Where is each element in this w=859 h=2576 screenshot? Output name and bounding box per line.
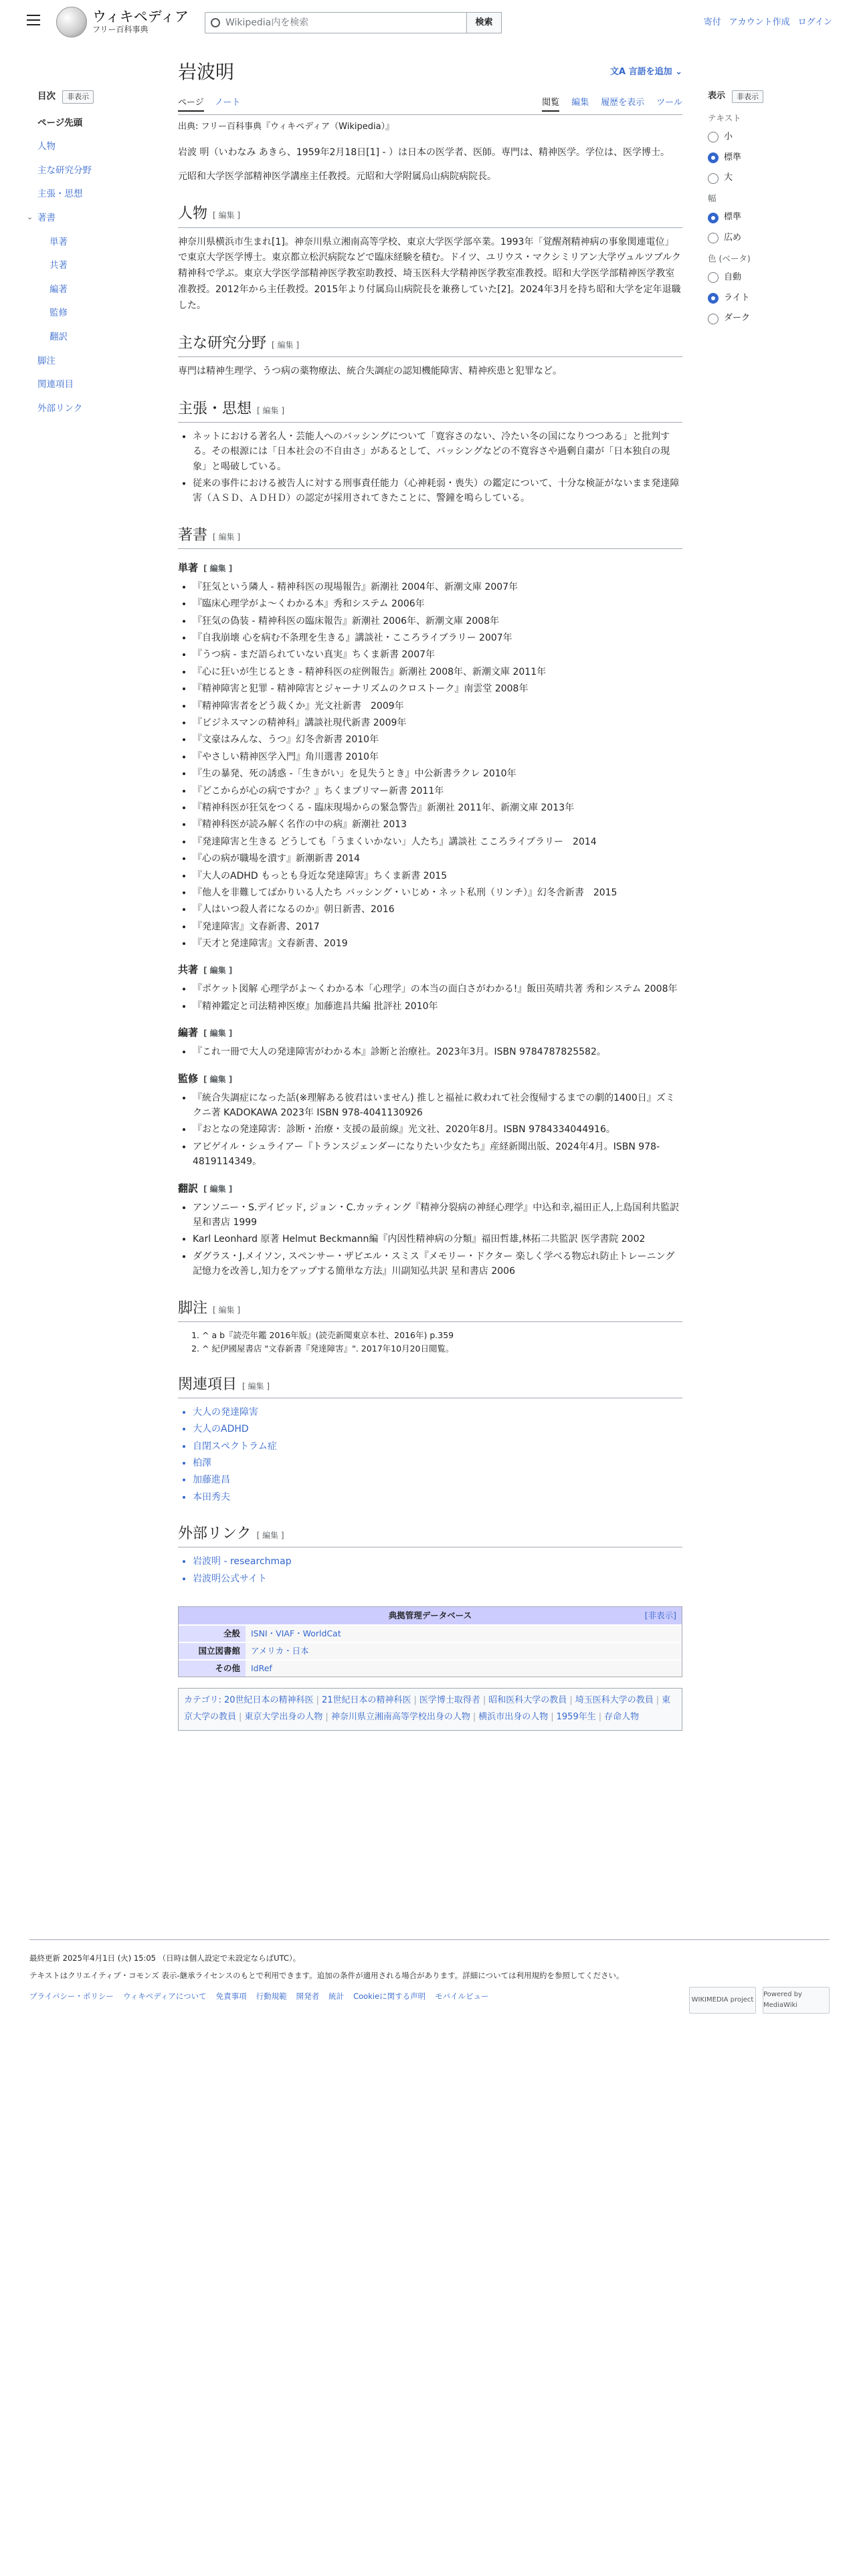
category-separator: |	[325, 1711, 328, 1722]
list-item[interactable]: • 岩波明 - researchmap	[193, 1554, 682, 1569]
list-item: • 『精神鑑定と司法精神医療』加藤進昌共編 批評社 2010年	[193, 999, 682, 1014]
section-works-heading	[178, 524, 682, 549]
footer-link[interactable]: モバイルビュー	[435, 1991, 489, 2001]
list-item: • 『どこからが心の病ですか？』ちくまプリマー新書 2011年	[193, 784, 682, 798]
radio-icon[interactable]	[708, 233, 719, 243]
toc-item-label[interactable]: 外部リンク	[37, 403, 83, 414]
toc-item-label[interactable]: 主な研究分野	[37, 165, 92, 176]
footer	[29, 1939, 830, 2009]
category-separator: |	[551, 1711, 554, 1722]
navbox-hide-button[interactable]: [非表示]	[644, 1610, 676, 1621]
appearance-hide-button[interactable]: 非表示	[732, 90, 763, 104]
list-item[interactable]: • 本田秀夫	[193, 1490, 682, 1505]
toc-item-label[interactable]: 関連項目	[37, 379, 74, 391]
list-item: • 『ビジネスマンの精神科』講談社現代新書 2009年	[193, 716, 682, 730]
category-separator: |	[598, 1711, 602, 1722]
add-language-button[interactable]: 文A 言語を追加 ⌄	[609, 67, 682, 77]
list-item: 1. ^ a b『読売年鑑 2016年版』(読売新聞東京本社、2016年) p.359	[202, 1329, 682, 1342]
toc-item[interactable]	[37, 306, 158, 321]
list-item: • 『これ一冊で大人の発達障害がわかる本』診断と治療社。2023年3月。ISBN 9784787825582。	[193, 1045, 682, 1059]
category-link[interactable]: 東京大学の教員	[184, 1695, 671, 1722]
radio-label: 大	[724, 173, 733, 183]
color-label: 色 (ベータ)	[708, 253, 751, 263]
appearance-radio[interactable]	[708, 130, 828, 144]
list-item: • ダグラス・J.メイソン, スペンサー・ザビエル・スミス『メモリー・ドクター 楽しく学べる物忘れ防止トレーニング 記憶力を改善し,知力をアップする簡単な方法』川副知弘共訳 星和書店 2006	[193, 1249, 682, 1279]
toc-item[interactable]	[37, 354, 158, 369]
authority-control-navbox	[178, 1606, 682, 1677]
list-item: • アンソニー・S.デイビッド, ジョン・C.カッティング『精神分裂病の神経心理学』中込和幸,福田正人,上島国利共監訳 星和書店 1999	[193, 1200, 682, 1230]
edit-link[interactable]: [ 編集 ]	[213, 1305, 241, 1315]
subsection-supervise-heading	[178, 1071, 682, 1087]
translate-list	[193, 1200, 682, 1279]
claims-list	[193, 429, 682, 506]
category-link[interactable]: 20世紀日本の精神科医	[224, 1695, 314, 1706]
external-links-list	[193, 1554, 682, 1586]
radio-icon[interactable]	[708, 293, 719, 304]
toc-item-label[interactable]: 脚注	[37, 355, 56, 366]
main-content	[178, 59, 682, 1731]
section-claims-title: 主張・思想	[178, 400, 252, 417]
tab-talk[interactable]: ノート	[214, 98, 241, 108]
navbox-row-label: 全般	[179, 1626, 246, 1642]
category-link[interactable]: 1959年生	[556, 1711, 596, 1722]
page-title: 岩波明	[178, 61, 235, 83]
toc-item[interactable]	[37, 259, 158, 274]
list-item[interactable]: • 加藤進昌	[193, 1473, 682, 1487]
subsection-editor-heading	[178, 1025, 682, 1041]
globe-icon	[56, 7, 87, 37]
list-item: • 『精神障害者をどう裁くか』光文社新書 2009年	[193, 699, 682, 714]
toc-item-label[interactable]: 人物	[37, 141, 56, 152]
appearance-title: 表示	[708, 91, 726, 101]
radio-icon[interactable]	[708, 152, 719, 163]
list-item: • 従来の事件における被告人に対する刑事責任能力（心神耗弱・喪失）の鑑定について、十分な検証がないまま発達障害（ＡＳＤ、ＡＤＨＤ）の認定が採用されてきたことに、警鐘を鳴らしている。	[193, 476, 682, 506]
edit-link[interactable]: [ 編集 ]	[203, 563, 233, 573]
categories-box	[178, 1688, 682, 1730]
section-notes-title: 脚注	[178, 1299, 208, 1317]
footer-link[interactable]: 開発者	[296, 1991, 320, 2001]
navbox-row-links[interactable]: IdRef	[246, 1660, 682, 1677]
radio-icon[interactable]	[708, 132, 719, 142]
wikimedia-badge[interactable]: WIKIMEDIA project	[689, 1987, 756, 2014]
list-item: • 『おとなの発達障害：診断・治療・支援の最前線』光文社、2020年8月。ISBN 9784334044916。	[193, 1122, 682, 1137]
tab-read[interactable]: 閲覧	[542, 96, 559, 112]
footer-link[interactable]: プライバシー・ポリシー	[29, 1991, 114, 2001]
list-item: • 『文豪はみんな、うつ』幻冬舎新書 2010年	[193, 732, 682, 747]
tab-tools[interactable]: ツール	[656, 98, 682, 108]
category-link[interactable]: 埼玉医科大学の教員	[575, 1695, 654, 1706]
add-language-label: 言語を追加	[628, 67, 672, 77]
login-link[interactable]: ログイン	[797, 17, 832, 27]
toc-sidebar	[27, 90, 158, 425]
footer-link[interactable]: 免責事項	[215, 1991, 247, 2001]
section-person-title: 人物	[178, 205, 208, 223]
toc-item[interactable]	[37, 402, 158, 417]
editor-list	[193, 1045, 682, 1059]
toc-item[interactable]	[37, 140, 158, 154]
edit-link[interactable]: [ 編集 ]	[203, 1029, 233, 1039]
toc-item-label[interactable]: 著書	[37, 212, 56, 223]
navbox-row	[179, 1642, 682, 1659]
toc-item-label[interactable]: 監修	[50, 308, 68, 319]
list-item[interactable]: • 大人の発達障害	[193, 1405, 682, 1420]
list-item: • 『生の暴発、死の誘惑 -「生きがい」を見失うとき』中公新書ラクレ 2010年	[193, 766, 682, 781]
section-works-title: 著書	[178, 526, 208, 544]
list-item: • 『自我崩壊 心を病む不条理を生きる』講談社・こころライブラリー 2007年	[193, 631, 682, 645]
radio-icon[interactable]	[708, 213, 719, 223]
toc-item-label[interactable]: 主張・思想	[37, 189, 83, 200]
category-link[interactable]: 昭和医科大学の教員	[488, 1695, 567, 1706]
edit-link[interactable]: [ 編集 ]	[272, 340, 300, 350]
radio-label: 標準	[724, 212, 742, 223]
toc-item[interactable]	[37, 187, 158, 202]
list-item: • 『精神科医が狂気をつくる - 臨床現場からの緊急警告』新潮社 2011年、新潮文庫 2013年	[193, 800, 682, 815]
list-item: • 『臨床心理学がよ〜くわかる本』秀和システム 2006年	[193, 597, 682, 611]
source-note: 出典: フリー百科事典『ウィキペディア（Wikipedia）』	[178, 122, 395, 132]
categories-label[interactable]: カテゴリ:	[184, 1695, 221, 1706]
search-form	[205, 12, 502, 33]
navbox-row-links[interactable]: アメリカ・日本	[246, 1643, 682, 1659]
toc-item-label[interactable]: 編著	[50, 284, 68, 295]
edit-link[interactable]: [ 編集 ]	[213, 211, 241, 221]
list-item[interactable]: • 岩波明公式サイト	[193, 1572, 682, 1586]
toc-item-label[interactable]: 共著	[50, 260, 68, 272]
list-item: • 『心の病が職場を潰す』新潮新書 2014	[193, 851, 682, 866]
page-tabs	[178, 92, 682, 115]
category-link[interactable]: 医学博士取得者	[419, 1695, 480, 1706]
lead-paragraph: 岩波 明（いわなみ あきら、1959年2月18日[1] - ）は日本の医学者、医師。専門は、精神医学。学位は、医学博士。	[178, 146, 670, 158]
main-menu-icon[interactable]	[27, 15, 40, 25]
text-size-label: テキスト	[708, 112, 741, 123]
appearance-panel	[708, 90, 828, 332]
list-item: 2. ^ 紀伊國屋書店 "文春新書『発達障害』". 2017年10月20日閲覧。	[202, 1342, 682, 1356]
appearance-radio[interactable]	[708, 231, 828, 245]
search-icon	[211, 18, 220, 27]
list-item: • 『発達障害と生きる どうしても「うまくいかない」人たち』講談社 こころライブラリー 2014	[193, 835, 682, 849]
list-item: • 『天才と発達障害』文春新書、2019	[193, 936, 682, 951]
person-paragraph: 神奈川県横浜市生まれ[1]。神奈川県立湘南高等学校、東京大学医学部卒業。1993年「覚醒剤精神病の事象関連電位」で東京大学医学博士。東京都立松沢病院などで臨床経験を積む。ドイツ、ユリウス・マクシミリアン大学ヴュルツブルク精神科で学ぶ。東京大学医学部精神医学教室助教授、埼玉医科大学精神医学教室准教授。昭和大学医学部精神医学教室准教授。2012年から主任教授。2015年より付属烏山病院長を兼務していた[2]。2024年3月を持ち昭和大学を定年退職した。	[178, 236, 681, 311]
list-item[interactable]: • 自閉スペクトラム症	[193, 1439, 682, 1454]
research-paragraph: 専門は精神生理学、うつ病の薬物療法、統合失調症の認知機能障害、精神疾患と犯罪など。	[178, 365, 562, 377]
edit-link[interactable]: [ 編集 ]	[256, 1531, 284, 1541]
width-label: 幅	[708, 193, 717, 204]
section-related-heading	[178, 1373, 682, 1398]
footer-link[interactable]: 行動規範	[256, 1991, 287, 2001]
subsection-translate-title: 翻訳	[178, 1182, 199, 1194]
tab-edit[interactable]: 編集	[571, 98, 589, 108]
list-item: • 『ポケット図解 心理学がよ〜くわかる本「心理学」の本当の面白さがわかる!』飯田英晴共著 秀和システム 2008年	[193, 982, 682, 996]
tab-history[interactable]: 履歴を表示	[601, 98, 645, 108]
subsection-single-title: 単著	[178, 561, 199, 574]
radio-label: ライト	[724, 292, 750, 303]
donate-link[interactable]: 寄付	[703, 17, 721, 27]
lead-paragraph-2: 元昭和大学医学部精神医学講座主任教授。元昭和大学附属烏山病院病院長。	[178, 171, 496, 182]
toc-item-label[interactable]: ページ先頭	[37, 117, 83, 128]
section-external-heading	[178, 1522, 682, 1547]
section-related-title: 関連項目	[178, 1376, 237, 1393]
section-research-heading	[178, 332, 682, 357]
radio-label: 小	[724, 131, 733, 142]
category-link[interactable]: 東京大学出身の人物	[244, 1711, 323, 1722]
radio-icon[interactable]	[708, 272, 719, 283]
edit-link[interactable]: [ 編集 ]	[203, 966, 233, 976]
subsection-coauthor-heading	[178, 962, 682, 978]
single-works-list	[193, 580, 682, 952]
navbox-row-label: その他	[179, 1660, 246, 1677]
category-separator: |	[472, 1711, 476, 1722]
wikipedia-logo[interactable]	[56, 7, 189, 37]
related-list	[193, 1405, 682, 1505]
footer-link[interactable]: ウィキペディアについて	[122, 1991, 207, 2001]
toc-hide-button[interactable]: 非表示	[62, 90, 94, 104]
list-item: • 『狂気という隣人 - 精神科医の現場報告』新潮社 2004年、新潮文庫 2007年	[193, 580, 682, 595]
list-item: • 『やさしい精神医学入門』角川選書 2010年	[193, 750, 682, 764]
logo-subtitle: フリー百科事典	[92, 25, 149, 34]
section-research-title: 主な研究分野	[178, 334, 267, 352]
appearance-radio[interactable]	[708, 171, 828, 185]
tab-page[interactable]: ページ	[178, 96, 204, 112]
list-item: • 『統合失調症になった話(※理解ある彼君はいません) 推しと福祉に救われて社会復帰するまでの劇的1400日』ズミクニ著 KADOKAWA 2023年 ISBN 978-4041130926	[193, 1091, 682, 1121]
navbox-row	[179, 1624, 682, 1642]
mediawiki-badge[interactable]: Powered by MediaWiki	[763, 1987, 830, 2014]
toc-item[interactable]	[37, 283, 158, 298]
section-claims-heading	[178, 397, 682, 423]
user-tools	[704, 16, 832, 30]
toc-item[interactable]	[37, 330, 158, 345]
subsection-supervise-title: 監修	[178, 1072, 199, 1085]
search-input[interactable]	[205, 12, 467, 33]
chevron-down-icon[interactable]: ⌄	[27, 212, 33, 221]
toc-item[interactable]	[27, 211, 158, 226]
category-link[interactable]: 21世紀日本の精神科医	[321, 1695, 411, 1706]
category-link[interactable]: 横浜市出身の人物	[478, 1711, 549, 1722]
radio-label: ダーク	[724, 313, 751, 324]
coauthor-list	[193, 982, 682, 1014]
list-item: • ネットにおける著名人・芸能人へのバッシングについて「寛容さのない、冷たい冬の国になりつつある」と批判する。その根源には「日本社会の不自由さ」があるとして、バッシングなどの不寛容さや過剰自粛が「日本独自の現象」と喝破している。	[193, 429, 682, 474]
toc-item[interactable]	[37, 116, 158, 131]
references-list	[202, 1329, 682, 1356]
edit-link[interactable]: [ 編集 ]	[203, 1074, 233, 1084]
appearance-radio[interactable]	[708, 271, 828, 285]
list-item: • 『精神科医が読み解く名作の中の病』新潮社 2013	[193, 817, 682, 832]
list-item: • アビゲイル・シュライアー『トランスジェンダーになりたい少女たち』産経新聞出版、2024年4月。ISBN 978-4819114349。	[193, 1140, 682, 1170]
list-item: • 『心に狂いが生じるとき - 精神科医の症例報告』新潮社 2008年、新潮文庫 2011年	[193, 665, 682, 679]
list-item: • 『狂気の偽装 - 精神科医の臨床報告』新潮社 2006年、新潮文庫 2008年	[193, 614, 682, 629]
list-item: • 『他人を非難してばかりいる人たち バッシング・いじめ・ネット私刑（リンチ）』幻冬舎新書 2015	[193, 885, 682, 900]
list-item[interactable]: • 大人のADHD	[193, 1422, 682, 1436]
appearance-radio[interactable]	[708, 151, 828, 165]
list-item: • 『精神障害と犯罪 - 精神障害とジャーナリズムのクロストーク』南雲堂 2008年	[193, 681, 682, 696]
list-item: • Karl Leonhard 原著 Helmut Beckmann編『内因性精神病の分類』福田哲雄,林拓二共監訳 医学書院 2002	[193, 1232, 682, 1247]
category-link[interactable]: 存命人物	[604, 1711, 640, 1722]
list-item[interactable]: • 柏澤	[193, 1456, 682, 1471]
list-item: • 『うつ病 - まだ語られていない真実』ちくま新書 2007年	[193, 647, 682, 662]
list-item: • 『人はいつ殺人者になるのか』朝日新書、2016	[193, 902, 682, 917]
appearance-radio[interactable]	[708, 211, 828, 225]
navbox-row-label: 国立図書館	[179, 1643, 246, 1659]
supervise-list	[193, 1091, 682, 1170]
toc-list	[27, 116, 158, 417]
subsection-translate-heading	[178, 1180, 682, 1196]
radio-icon[interactable]	[708, 173, 719, 184]
header	[0, 0, 859, 43]
section-external-title: 外部リンク	[178, 1525, 252, 1543]
create-account-link[interactable]: アカウント作成	[729, 17, 790, 27]
subsection-coauthor-title: 共著	[178, 964, 199, 976]
navbox-row-links[interactable]: ISNI・VIAF・WorldCat	[246, 1626, 682, 1642]
footer-link[interactable]: 統計	[328, 1991, 345, 2001]
search-placeholder: Wikipedia内を検索	[225, 17, 309, 28]
radio-label: 標準	[724, 152, 742, 163]
radio-label: 広め	[724, 232, 742, 243]
edit-link[interactable]: [ 編集 ]	[203, 1184, 233, 1194]
last-modified: 最終更新 2025年4月1日 (火) 15:05 （日時は個人設定で未設定ならばUTC）。	[29, 1953, 301, 1963]
subsection-editor-title: 編著	[178, 1027, 199, 1039]
toc-item-label[interactable]: 翻訳	[50, 331, 68, 342]
toc-item[interactable]	[37, 164, 158, 179]
navbox-row	[179, 1659, 682, 1677]
edit-link[interactable]: [ 編集 ]	[242, 1381, 270, 1391]
category-separator: |	[413, 1695, 417, 1706]
category-separator: |	[239, 1711, 242, 1722]
subsection-single-heading	[178, 560, 682, 576]
section-notes-heading	[178, 1297, 682, 1322]
category-separator: |	[316, 1695, 319, 1706]
list-item: • 『大人のADHD もっとも身近な発達障害』ちくま新書 2015	[193, 869, 682, 883]
search-button[interactable]: 検索	[467, 12, 502, 33]
license-text: テキストはクリエイティブ・コモンズ 表示-継承ライセンスのもとで利用できます。追加の条件が適用される場合があります。詳細については利用規約を参照してください。	[29, 1971, 624, 1981]
footer-link[interactable]: Cookieに関する声明	[353, 1991, 426, 2001]
edit-link[interactable]: [ 編集 ]	[213, 532, 241, 542]
toc-item[interactable]	[37, 378, 158, 393]
category-link[interactable]: 神奈川県立湘南高等学校出身の人物	[330, 1711, 470, 1722]
appearance-radio[interactable]	[708, 312, 828, 326]
category-separator: |	[569, 1695, 573, 1706]
toc-title: 目次	[37, 91, 56, 102]
appearance-radio[interactable]	[708, 292, 828, 306]
navbox-title: 典拠管理データベース	[388, 1610, 472, 1621]
list-item: • 『発達障害』文春新書、2017	[193, 920, 682, 934]
edit-link[interactable]: [ 編集 ]	[257, 405, 285, 415]
toc-item[interactable]	[37, 235, 158, 250]
radio-icon[interactable]	[708, 314, 719, 324]
radio-label: 自動	[724, 272, 742, 282]
section-person-heading	[178, 202, 682, 227]
logo-title: ウィキペディア	[92, 9, 189, 25]
toc-item-label[interactable]: 単著	[50, 236, 68, 247]
category-separator: |	[656, 1695, 660, 1706]
category-separator: |	[482, 1695, 486, 1706]
